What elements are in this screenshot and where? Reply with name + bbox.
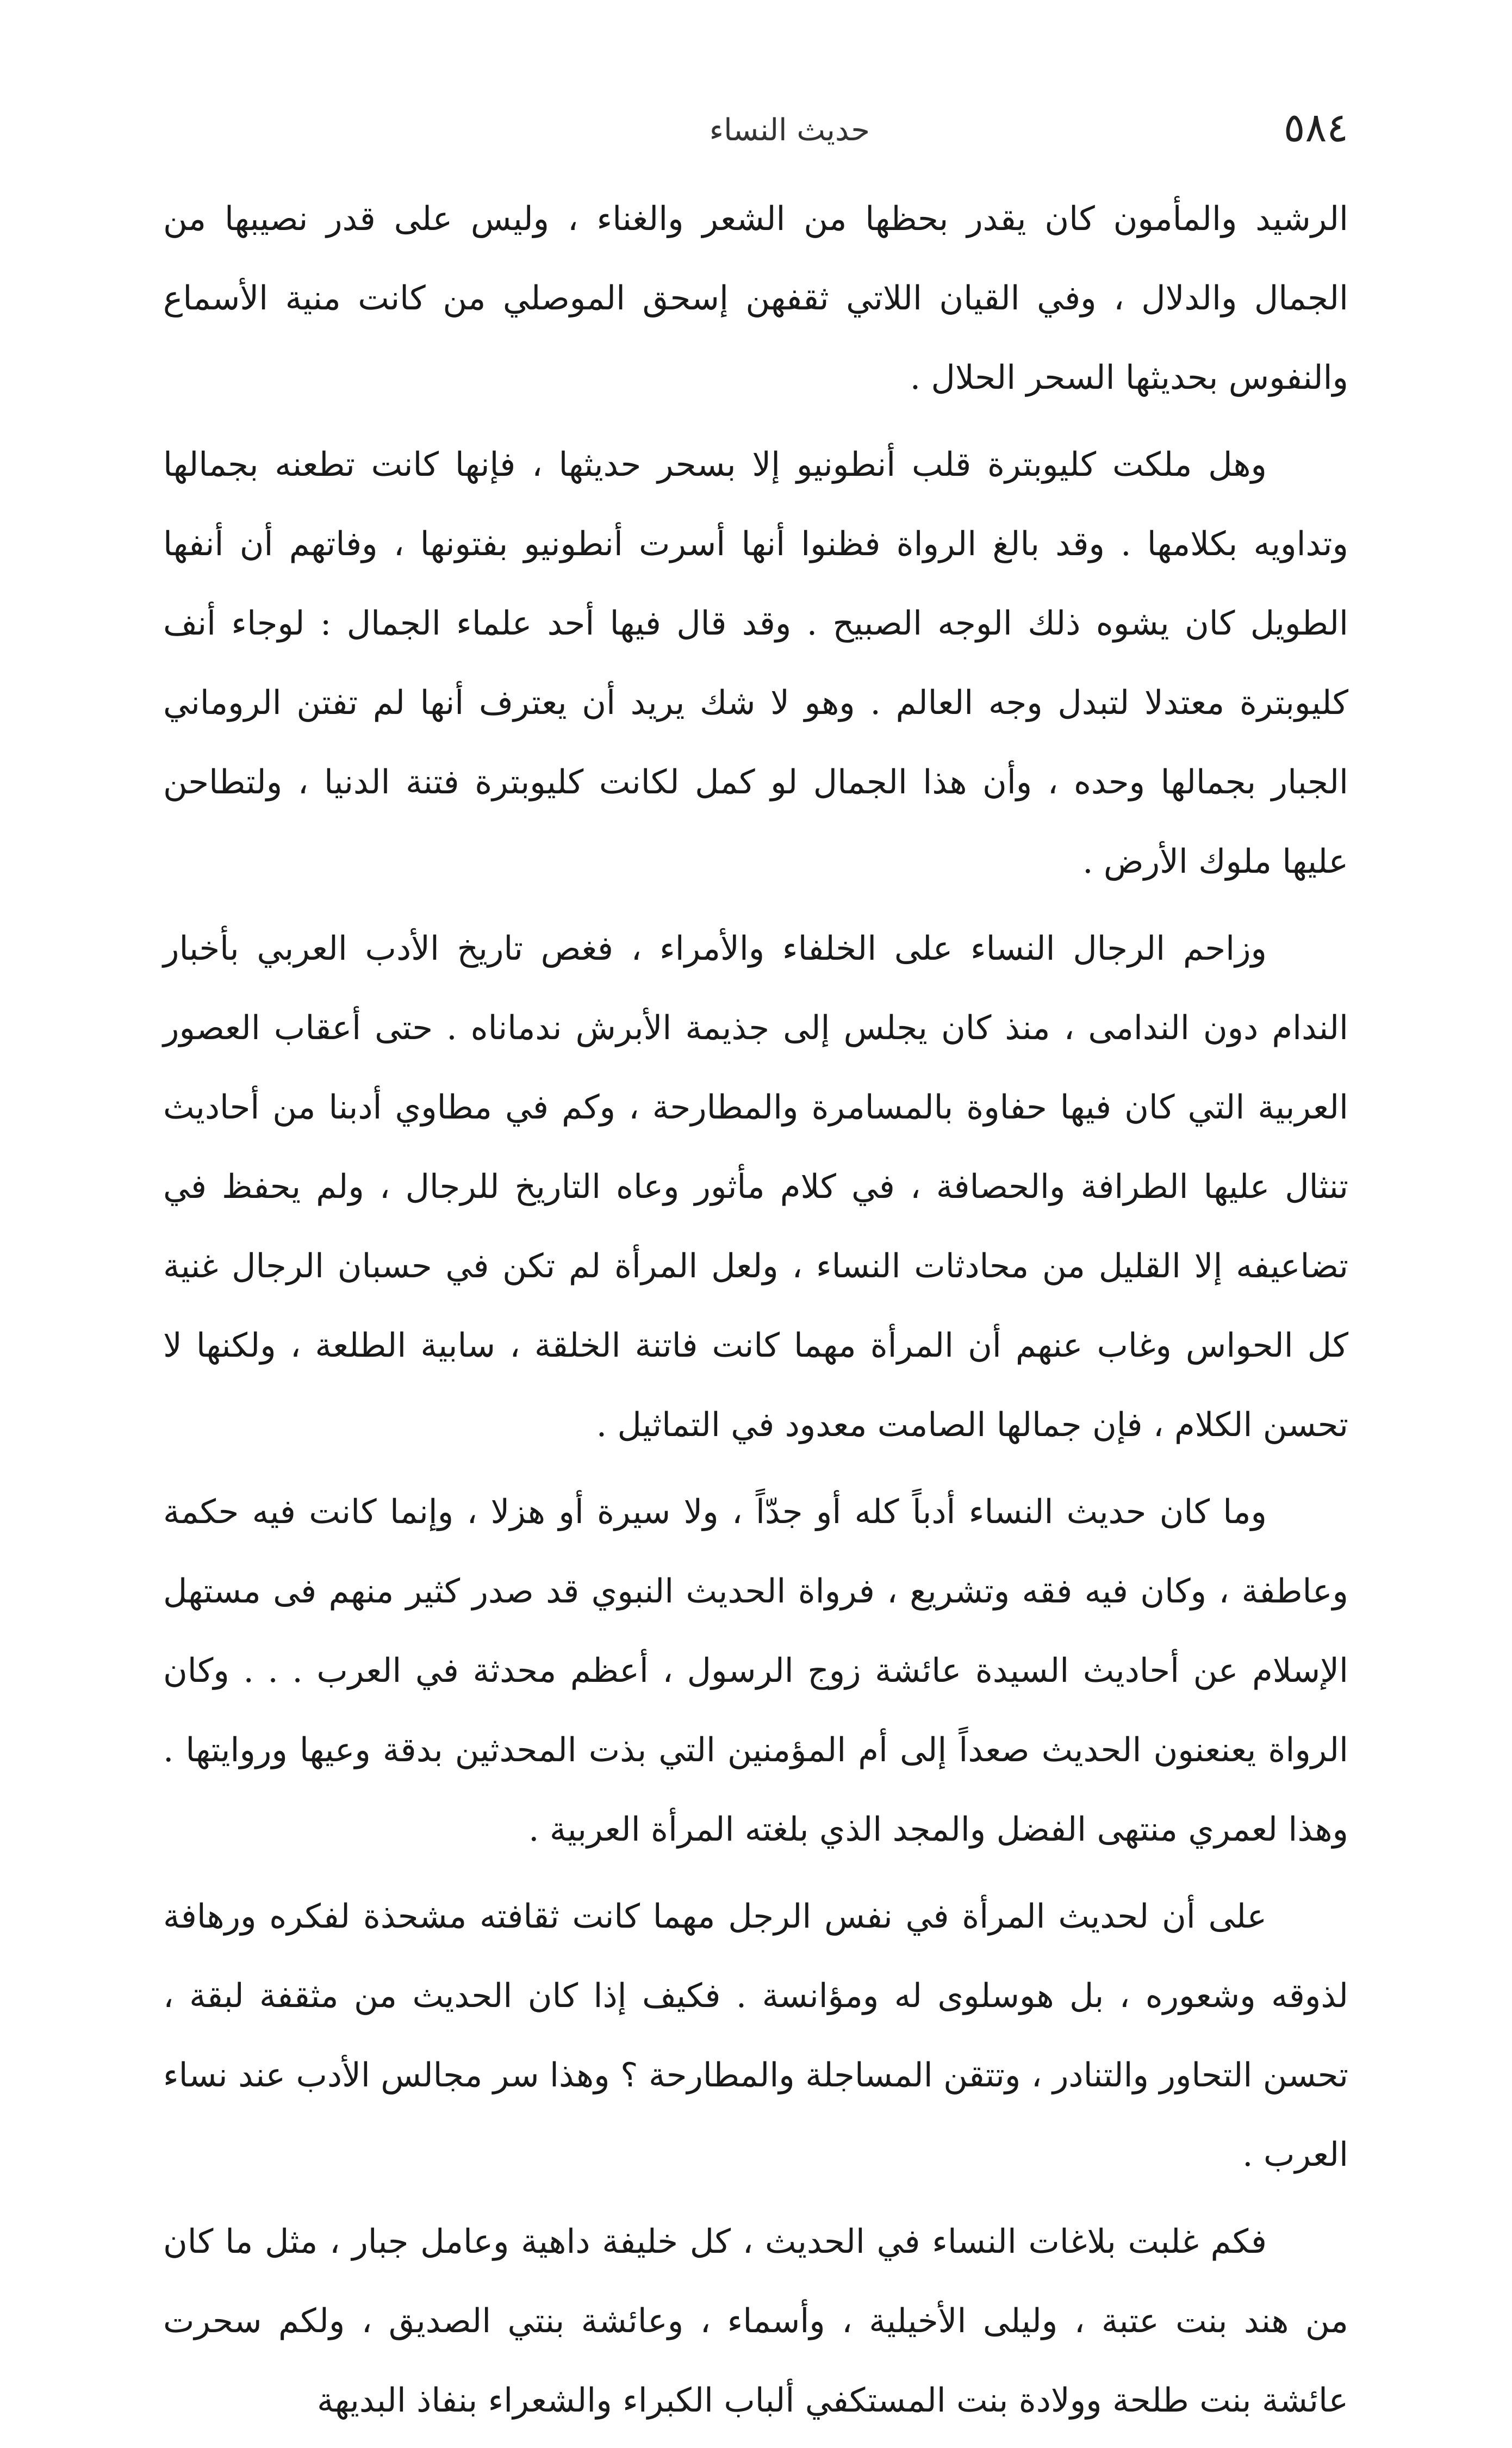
paragraph-2: وهل ملكت كليوبترة قلب أنطونيو إلا بسحر حديثها ، فإنها كانت تطعنه بجمالها وتداويه بكلامها . وقد بالغ الرواة فظنوا أنها أسرت أنطونيو بفتونها ، وفاتهم أن أنفها الطويل كان يشوه ذلك الوجه الصبيح . وقد قال فيها أحد علماء الجمال : لوجاء أنف كليوبترة معتدلا لتبدل وجه العالم . وهو لا شك يريد أن يعترف أنها لم تفتن الروماني الجبار بجمالها وحده ، وأن هذا الجمال لو كمل لكانت كليوبترة فتنة الدنيا ، ولتطاحن عليها ملوك الأرض . [163,445,1348,881]
running-title: حديث النساء [709,113,870,148]
page-number: ٥٨٤ [1283,104,1348,151]
paragraph-3: وزاحم الرجال النساء على الخلفاء والأمراء ، فغص تاريخ الأدب العربي بأخبار الندام دون الندامى ، منذ كان يجلس إلى جذيمة الأبرش ندماناه . حتى أعقاب العصور العربية التي كان فيها حفاوة بالمسامرة والمطارحة ، وكم في مطاوي أدبنا من أحاديث تنثال عليها الطرافة والحصافة ، في كلام مأثور وعاه التاريخ للرجال ، ولم يحفظ في تضاعيفه إلا القليل من محادثات النساء ، ولعل المرأة لم تكن في حسبان الرجال غنية كل الحواس وغاب عنهم أن المرأة مهما كانت فاتنة الخلقة ، سابية الطلعة ، ولكنها لا تحسن الكلام ، فإن جمالها الصامت معدود في التماثيل . [163,929,1348,1444]
paragraph-5: على أن لحديث المرأة في نفس الرجل مهما كانت ثقافته مشحذة لفكره ورهافة لذوقه وشعوره ، بل هوسلوى له ومؤانسة . فكيف إذا كان الحديث من مثقفة لبقة ، تحسن التحاور والتنادر ، وتتقن المساجلة والمطارحة ؟ وهذا سر مجالس الأدب عند نساء العرب . [163,1897,1348,2174]
running-head [163,92,1348,158]
paragraph-4: وما كان حديث النساء أدباً كله أو جدّاً ، ولا سيرة أو هزلا ، وإنما كانت فيه حكمة وعاطفة ، وكان فيه فقه وتشريع ، فرواة الحديث النبوي قد صدر كثير منهم فى مستهل الإسلام عن أحاديث السيدة عائشة زوج الرسول ، أعظم محدثة في العرب . . . وكان الرواة يعنعنون الحديث صعداً إلى أم المؤمنين التي بذت المحدثين بدقة وعيها وروايتها . وهذا لعمري منتهى الفضل والمجد الذي بلغته المرأة العربية . [163,1493,1348,1849]
paragraph-6: فكم غلبت بلاغات النساء في الحديث ، كل خليفة داهية وعامل جبار ، مثل ما كان من هند بنت عتبة ، وليلى الأخيلية ، وأسماء ، وعائشة بنتي الصديق ، ولكم سحرت عائشة بنت طلحة وولادة بنت المستكفي ألباب الكبراء والشعراء بنفاذ البديهة [163,2222,1348,2420]
paragraph-1: الرشيد والمأمون كان يقدر بحظها من الشعر والغناء ، وليس على قدر نصيبها من الجمال والدلال ، وفي القيان اللاتي ثقفهن إسحق الموصلي من كانت منية الأسماع والنفوس بحديثها السحر الحلال . [163,200,1348,397]
body-text [163,179,1348,2448]
